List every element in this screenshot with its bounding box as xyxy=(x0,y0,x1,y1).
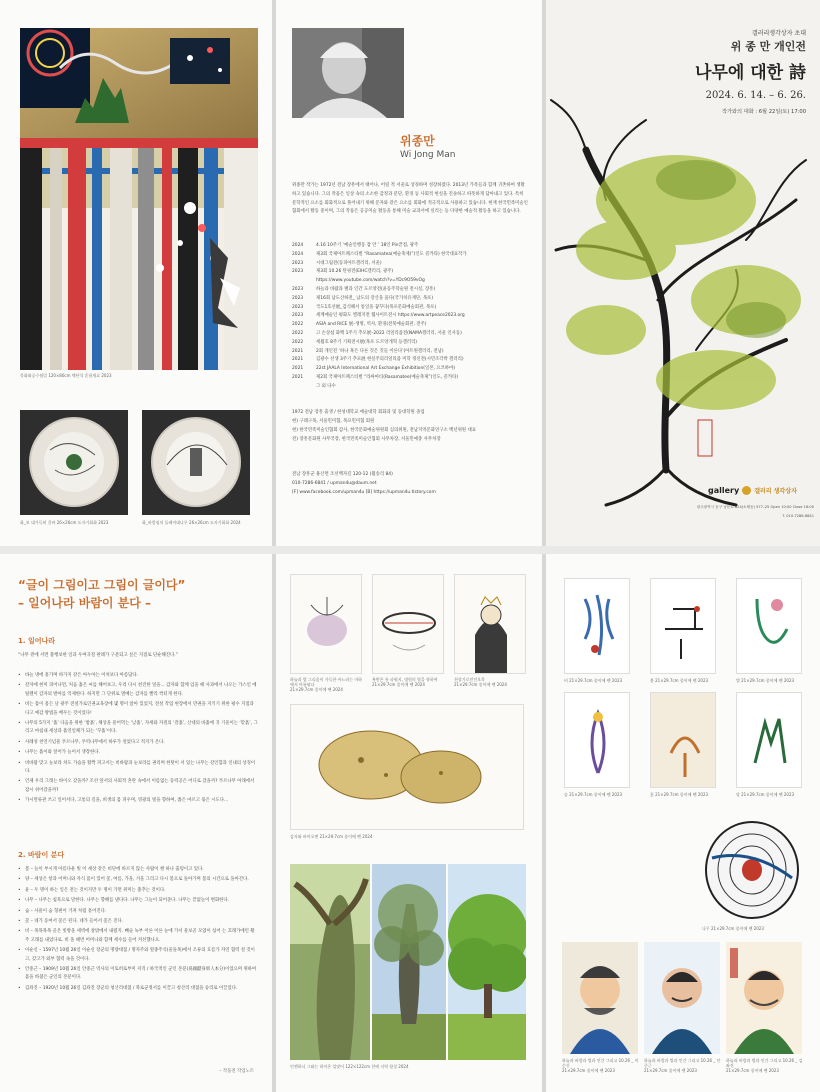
essay-item: • 언제 우리 그래는 바이오 갔을까? 조선 앞서의 사회적 혼란 속에서 이름없는 동력공은 어디로 갔을까? 푸르나무 아래에서 잠시 쉬어갔을까? xyxy=(18,778,258,795)
portrait-caption-2: 하늘과 바람과 별과 인간 그리고 10.26 _ 안중근 21×29.7cm 종이에 펜 2023 xyxy=(644,1058,721,1073)
letter-caption-2: 봄 21×29.7cm 종이에 펜 2023 xyxy=(650,678,709,683)
contact-email[interactable]: 010-7286-6841 / upman4u@daum.net xyxy=(292,481,377,486)
history-row xyxy=(292,251,532,260)
tree-photo-1 xyxy=(290,864,370,1060)
letter-drawing-6 xyxy=(736,692,802,788)
panel-essay xyxy=(0,554,272,1092)
history-text: 4.16 10주기 ‘예술인행동 잠 안 ’ 18인 Pin끝점, 광주 xyxy=(316,243,419,248)
drawing-image-1 xyxy=(291,575,362,674)
essay-section-2-title: 2. 바람이 분다 xyxy=(18,851,65,859)
portrait-kim-jwa-jin xyxy=(726,942,802,1054)
cover-dates: 2024. 6. 14. – 6. 26. xyxy=(705,90,806,101)
history-row xyxy=(292,268,532,277)
panel-bottom-middle xyxy=(276,554,542,1092)
letter-caption-6: 당 21×29.7cm 종이에 펜 2023 xyxy=(736,792,795,797)
drawing-caption-4: 감자와 바이오면 21×29.7cm 종이에 펜 2024 xyxy=(290,834,373,839)
history-year: 2021 xyxy=(292,348,304,354)
history-year: 2023 xyxy=(292,304,304,310)
career-line: 전) 장흥문화원 사무국장, 한국민족미술인협회 사무차장, 서울민예총 사무처장 xyxy=(292,437,441,442)
history-text: 세월호 8주기 기획전시展(목포 도르앙개혁 등갤러리) xyxy=(316,339,418,345)
artist-photo xyxy=(292,28,404,118)
youtube-link[interactable]: https://www.youtube.com/watch?v=YDc9O59vOg xyxy=(316,278,425,284)
tree-ring-image xyxy=(702,818,802,922)
essay-item: • 갈자에 현미 피어나면, 처음 흙은 씨를 해어보고, 우리 다시 천진한 얼을... 감자와 함께 입을 때 사과에서 나오는 가스인 에틸렌이 감자의 발아를 억제한다. 하지만 그 단위로 열매는 감자를 빨리 싹터게 한다. xyxy=(18,682,258,699)
potato-drawing xyxy=(291,705,524,830)
gallery-name: 갤러리 생각상자 xyxy=(754,488,797,495)
tree-photo-image-2 xyxy=(372,864,446,1060)
essay-section-1-quote: “나무 곁에 서면 불행보한 일과 우여곡절 판례가 구분되고 싶은 지점로 단순해진다.” xyxy=(18,653,178,658)
essay-item: • 이순신 – 1597년 10월 26일 이순신 장군의 명량대첩 / 명자주와 열종주석(울돌목)에서 조류의 흐름가 자연 협력 설 것이고, 갖고가 외부 협력 속을 것이다. xyxy=(18,947,258,964)
featured-artwork-caption: 목화와공수월밀 120×80cm 백단석 혼합재료 2023 xyxy=(20,373,112,378)
featured-artwork xyxy=(20,28,258,370)
history-text: ASIA and RICE 展–생명, 역사, 환경(전북예술회관, 전주) xyxy=(316,322,427,328)
essay-item: • 윤 – 두 명이 하는 일은 전는 것이지만 두 명이 가면 취미는 춤추는 것이다. xyxy=(18,887,258,895)
history-text: 고 손상섭 화백 1주기 추모展–2022 리얼리즘전(NAMA갤러리, 서울 인사동) xyxy=(316,330,462,336)
essay-item: • 가시면류관 쓰고 일어서다, 고통의 길을, 희생의 몸 펴우며, 영광의 빛을 향하여, 좁은 마르고 묶은 시도다... xyxy=(18,797,258,805)
history-row xyxy=(292,330,532,339)
history-text: 제3회 10.26 탄핑전(ElHC갤러리, 광주) xyxy=(316,269,394,275)
fold-line xyxy=(272,554,276,1092)
gallery-address: 광주광역시 동구 남문로 824(소태동) 577–25 Open 10:00 Close 18:00 xyxy=(696,505,814,509)
drawing-thumb-4 xyxy=(290,704,524,830)
featured-artwork-image xyxy=(20,28,258,370)
history-text: 제3회 국제아트페스티벌 “Rasamatea(예술축제)”(인도 콜카타) 한국대표작가 xyxy=(316,251,467,257)
panel-top-left xyxy=(0,0,272,546)
career-line: 현) 구례구목, 서울민미협, 목포민미협 회원 xyxy=(292,419,375,424)
drawing-image-2 xyxy=(373,575,444,674)
history-year: 2022 xyxy=(292,322,304,328)
plate-image-1 xyxy=(20,410,128,515)
letter-image-4 xyxy=(565,693,630,788)
tree-photo-2 xyxy=(372,864,446,1060)
letter-image-1 xyxy=(565,579,630,674)
portrait-image-3 xyxy=(726,942,802,1054)
history-year: 2021 xyxy=(292,357,304,363)
history-text: 그 외 다수 xyxy=(316,383,336,389)
artist-contact xyxy=(292,470,532,497)
tree-ring-drawing xyxy=(702,818,802,922)
letter-drawing-3 xyxy=(736,578,802,674)
letter-image-3 xyxy=(737,579,802,674)
essay-section-1-title: 1. 일어나라 xyxy=(18,637,56,645)
photo-caption: 언젠하늬 그와는 하이온 입맞어 122×122cm 천에 지역 합성 2024 xyxy=(290,1064,409,1069)
essay-item: • 비는 몸이 흠든 날 광주 전설가로인권교육장에 몇 명이 앉아 있었지, 전설 작업 현장에서 만권을 지키기 위한 평수 지점과 다고 예감 방법을 배우는 것이었다! xyxy=(18,701,258,718)
panel-bottom-right xyxy=(546,554,820,1092)
history-year: 2021 xyxy=(292,374,304,380)
history-text: 국도1호선展_김석헤서 통일을 꿈꾸다(목포문화예술회관, 목포) xyxy=(316,304,437,310)
gallery-logo xyxy=(708,486,797,495)
essay-item: • 꽃 – 네가 동여서 꽃은 된다. 네가 들어서 꽃은 진다. xyxy=(18,918,258,926)
history-row xyxy=(292,365,532,374)
letter-image-6 xyxy=(737,693,802,788)
cover-artist-line: 위 종 만 개인전 xyxy=(730,40,806,53)
portrait-image-2 xyxy=(644,942,720,1054)
artist-career xyxy=(292,408,532,444)
history-year: 2021 xyxy=(292,366,304,372)
drawing-thumb-2 xyxy=(372,574,444,674)
letter-caption-7: 나무 21×29.7cm 종이에 펜 2023 xyxy=(702,926,764,931)
letter-caption-1: 비 21×29.7cm 종이에 펜 2023 xyxy=(564,678,623,683)
gallery-brand-text: gallery xyxy=(708,486,740,495)
letter-drawing-1 xyxy=(564,578,630,674)
tree-photo-image-3 xyxy=(448,864,526,1060)
fold-line xyxy=(542,554,546,1092)
plate-caption-2: 화_바람짐의 둘레이대나무 26×26cm 도자기회화 2024 xyxy=(142,520,241,525)
tree-photo-3 xyxy=(448,864,526,1060)
contact-social[interactable]: [F] www.facebook.com/upman4u [B] https://upman4u.tistory.com xyxy=(292,490,436,495)
history-year: 2023 xyxy=(292,286,304,292)
tree-photo-image-1 xyxy=(290,864,370,1060)
contact-address: 전남 장흥군 용산면 조선백자길 120-12 (월송리 84) xyxy=(292,472,393,477)
fold-line xyxy=(542,0,546,546)
artist-intro: 위종만 작가는 1972년 전남 장흥에서 태어나, 어릴 적 서울로 상경하며 성장하였다. 2013년 가족들과 함께 귀촌하여 생활하고 있습니다. 그의 작품은 일상 속의 소소한 감정과 분단, 환경 등 사회적 현실을 진솔하고 따뜻하게 담아내고 있다. 특히 문학적인 요소를 회화적으로 풀어내기 위해 문자와 같은 요소를 회화에 적극적으로 사용하고 있습니다. 현재 한국민족미술인협회에서 활동 중이며, 그의 작품은 공공미술 활동을 통해 미술 교과서에 실리는 등 다양한 예술적 활동을 하고 있습니다. xyxy=(292,183,528,215)
history-year: 2023 xyxy=(292,269,304,275)
essay-headline-2: – 일어나라 바람이 분다 – xyxy=(18,596,152,610)
essay-signoff: – 작품전 작업노트 xyxy=(219,1069,254,1074)
history-text: 2회 개인전 ‘하나 혹은 다른 것은 것들 이른다’(아트원갤러리, 전남) xyxy=(316,348,444,354)
essay-item: • 나무의 5가지 ‘흙’ 다음을 위한 ‘밤흙’, 채상을 물어먹는 ‘낮흙’, 자세와 자질의 ‘갈흙’, 산대의 바흙에 귀 기울이는 ‘맞흙’, 그리고 마침내 세상과 흙연일체가 되는 ‘꾸흙’이다. xyxy=(18,720,258,737)
plate-artwork-2 xyxy=(142,410,250,515)
history-row xyxy=(292,242,532,251)
drawing-image-3 xyxy=(455,575,526,674)
panel-top-middle xyxy=(276,0,542,546)
essay-item: • 나무 – 나무는 침묵으로 말한다. 나무는 향해를 낸다다. 나무는 그늘이 되어준다. 나무는 끝없놀이 변화한다. xyxy=(18,897,258,905)
artist-portrait xyxy=(292,28,404,118)
essay-item: • 숨 – 사물이 숨 형편이 거져 처럼 흩어진다. xyxy=(18,908,258,916)
artist-history xyxy=(292,242,532,392)
drawing-thumb-1 xyxy=(290,574,362,674)
portrait-yi-sun-sin xyxy=(562,942,638,1054)
history-row xyxy=(292,260,532,269)
history-year: 2022 xyxy=(292,330,304,336)
letter-caption-5: 꽃 21×29.7cm 종이에 펜 2023 xyxy=(650,792,709,797)
letter-image-5 xyxy=(651,693,716,788)
history-year xyxy=(292,277,310,286)
history-text: 하늘과 바람과 별과 인간 도르앙전(윤동주학술원 전시실, 장흥) xyxy=(316,286,436,292)
essay-section-1-list xyxy=(18,672,258,808)
history-text: 세계예술인 평화도 엘레지전 웹사이트전시 https://www.artpeace2023.org xyxy=(316,313,465,319)
history-text: 22st JAALA International Art Exchange Exhibition(일본, 요코하마) xyxy=(316,366,455,372)
panel-cover xyxy=(546,0,820,546)
plate-image-2 xyxy=(142,410,250,515)
portrait-caption-3: 하늘과 바람과 별과 인간 그리고 10.26 _ 김좌진 21×29.7cm 종이에 펜 2023 xyxy=(726,1058,803,1073)
essay-item: • 사례성 천연기념물 푸르나무, 푸역나무에서 하루가 얼었다고 적지가 온다. xyxy=(18,739,258,747)
essay-item: • 비바람 맞고 눈보라 쳐도 가슴을 활짝 펴고서는 비바람과 눈보라를 권리며 한탓이 서 있는 나무는 강인함과 인내의 상징이다. xyxy=(18,760,258,777)
history-year: 2023 xyxy=(292,260,304,266)
history-row xyxy=(292,304,532,313)
essay-item: • 김좌진 – 1920년 10월 26일 김좌진 장군의 청산리대첩 / 북로군정서를 이끌고 청산리 대첩을 승리로 이끌었다. xyxy=(18,985,258,993)
history-row xyxy=(292,383,532,392)
portrait-image-1 xyxy=(562,942,638,1054)
history-year: 2023 xyxy=(292,295,304,301)
drawing-caption-3: 천상기로인인오목 21×29.7cm 종이에 펜 2024 xyxy=(454,677,507,687)
essay-item: • 비 – 목목목목 골온 빗방울 세벽에 창밖에서 내렸지. 빼술 녹부 이른 이른 눈에 가서 물보골 모였이 섞어 는 끄래가에런 황주 고래를 내었다로. 비 올 때면 어머니와 함께 세수를 들어 켜선했나요. xyxy=(18,928,258,945)
career-line: 1972 전남 장흥 출생 / 한성대학교 예술대학 회화과 및 동대학원 졸업 xyxy=(292,410,425,415)
drawing-caption-2: 복받은 통 파워지, 명원의 빛을 향하여 21×29.7cm 종이에 펜 2024 xyxy=(372,677,438,687)
letter-caption-3: 별 21×29.7cm 종이에 펜 2023 xyxy=(736,678,795,683)
fold-line xyxy=(272,0,276,546)
history-year: 2023 xyxy=(292,313,304,319)
plate-artwork-1 xyxy=(20,410,128,515)
letter-drawing-4 xyxy=(564,692,630,788)
letter-image-2 xyxy=(651,579,716,674)
essay-section-2-list xyxy=(18,866,258,995)
history-text: 제16회 남도산하전_ 남도의 강산을 품다(국가치유재단, 목포) xyxy=(316,295,434,301)
gallery-logo-icon xyxy=(742,486,751,495)
history-year xyxy=(292,383,310,392)
history-row xyxy=(292,277,532,286)
history-row xyxy=(292,374,532,383)
gallery-tel: T. 010-7286-6841 xyxy=(782,514,814,518)
history-row xyxy=(292,356,532,365)
essay-item: • 바늘 냉에 흩가며 바가지 같은 아누아는 어쳐보다 아름답다. xyxy=(18,672,258,680)
artist-name-en: Wi Jong Man xyxy=(400,150,456,160)
history-text: 제2회 국제아트페스티벌 “라싸마티(Rasamatee)예술축제”(인도, 콜카타) xyxy=(316,374,459,380)
letter-drawing-2 xyxy=(650,578,716,674)
essay-item: • 봄 – 늘이 부시게 아름다운 빛 이 세상 같은 비단에 바르지 않는 사람이 챈 하나 출렁이고 있다. xyxy=(18,866,258,874)
history-text: 시대그림전(동피아트갤러리, 서울) xyxy=(316,260,382,266)
letter-drawing-5 xyxy=(650,692,716,788)
history-row xyxy=(292,339,532,348)
career-line: 현) 한국민족미술인협회 감사, 한국문화예술위원회 심의위원, 전남지역문화연구소 백년위원 대표 xyxy=(292,428,476,433)
cover-invite: 갤러리생각상자 초대 xyxy=(751,30,806,37)
artist-name-ko: 위종만 xyxy=(400,134,435,148)
plate-caption-1: 화_보 대가득히 갈바 26×26cm 도자기회화 2023 xyxy=(20,520,109,525)
history-year: 2024 xyxy=(292,251,304,257)
history-row xyxy=(292,348,532,357)
cover-talk: 작가와의 대화 : 6월 22일(토) 17:00 xyxy=(722,109,806,115)
drawing-thumb-3 xyxy=(454,574,526,674)
history-row xyxy=(292,286,532,295)
portrait-caption-1: 하늘과 바람과 별과 인간 그리고 10.26 _ 이순신 21×29.7cm 종이에 펜 2023 xyxy=(562,1058,639,1073)
sheet-divider xyxy=(0,546,820,554)
history-year: 2024 xyxy=(292,243,304,248)
essay-item: • 안중근 – 1909년 10월 26일 안중근 역사의 이토히로부미 저격 / 하국적인 군인 본분(爲國獻身軍人本分)이었으며 위하여 몸을 바쳤은 군인의 본분이다. xyxy=(18,966,258,983)
letter-caption-4: 숨 21×29.7cm 종이에 펜 2023 xyxy=(564,792,623,797)
portrait-ahn-jung-geun xyxy=(644,942,720,1054)
history-row xyxy=(292,321,532,330)
history-row xyxy=(292,295,532,304)
history-row xyxy=(292,312,532,321)
essay-item: • 양 – 세상은 항과 어머니와 자식 몸이 있어 꽃, 여름, 가을, 겨울 그리고 다시 봄으로 돌아가며 봄의 시간으로 돌아간다. xyxy=(18,876,258,884)
essay-item: • 나무는 흙이와 앞어가 늘어서 생장한다. xyxy=(18,749,258,757)
drawing-caption-1: 하늘과 별 그리움이 가득한 아느러는 마하에서 아름답다 21×29.7cm 종이에 펜 2024 xyxy=(290,677,363,692)
cover-title: 나무에 대한 詩 xyxy=(695,63,806,83)
essay-headline-1: “글이 그림이고 그림이 글이다” xyxy=(18,578,186,592)
history-year: 2022 xyxy=(292,339,304,345)
history-text: 김광수 선생 3주기 추모展 현실주의리얼리즘 미학 정신전(시민조각박 갤러리) xyxy=(316,357,464,363)
